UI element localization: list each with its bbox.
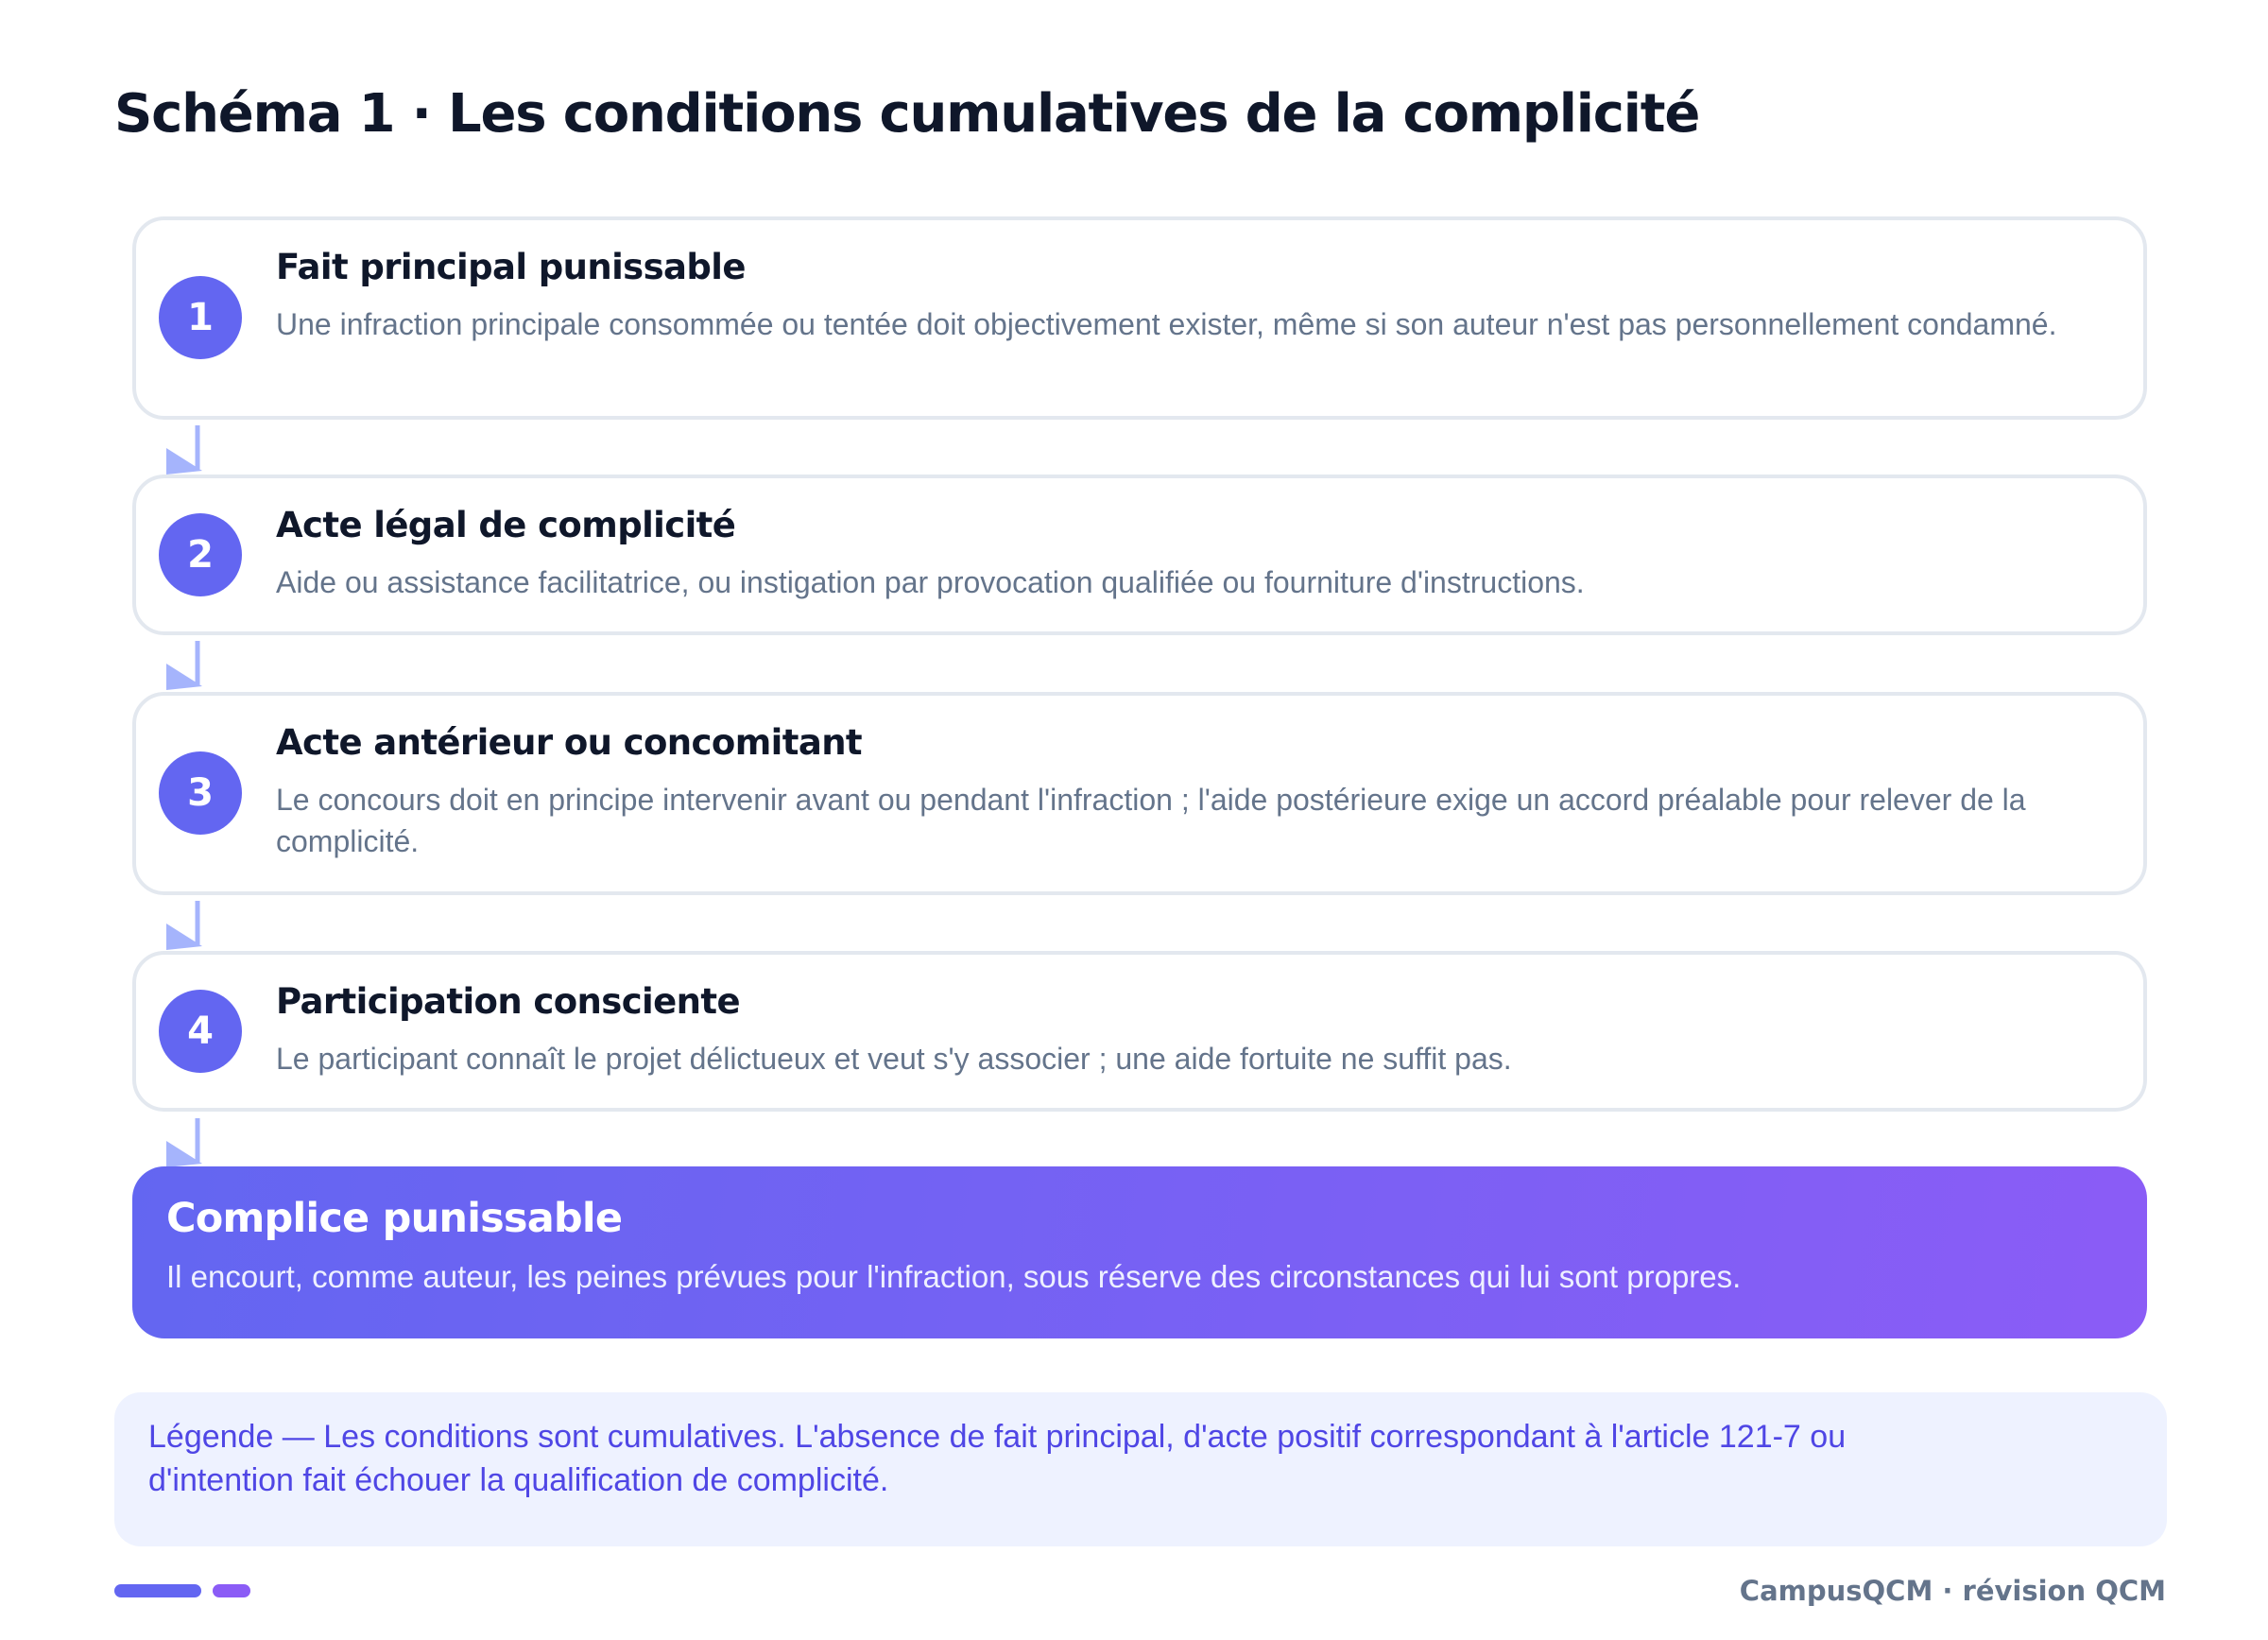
accent-bar [114, 1584, 201, 1597]
step-card-3 [132, 692, 2147, 895]
accent-bar-small [213, 1584, 250, 1597]
step-description: Aide ou assistance facilitatrice, ou instigation par provocation qualifiée ou fourniture d'instructions. [276, 565, 1585, 599]
step-description: Le participant connaît le projet délictueux et veut s'y associer ; une aide fortuite ne suffit pas. [276, 1042, 1512, 1076]
down-arrow-icon [164, 425, 206, 478]
down-arrow-icon [164, 901, 206, 954]
result-description: Il encourt, comme auteur, les peines prévues pour l'infraction, sous réserve des circonstances qui lui sont propres. [166, 1259, 1742, 1294]
step-title: Participation consciente [276, 981, 740, 1022]
step-description: Le concours doit en principe intervenir avant ou pendant l'infraction ; l'aide postérieure exige un accord préalable pour relever de la complicité. [276, 783, 2026, 858]
step-title: Fait principal punissable [276, 247, 746, 287]
legend-box [114, 1392, 2167, 1546]
step-title: Acte légal de complicité [276, 505, 736, 545]
down-arrow-icon [164, 1118, 206, 1171]
step-card-4 [132, 951, 2147, 1112]
step-number-badge: 4 [159, 990, 242, 1073]
result-card [132, 1166, 2147, 1338]
step-card-2 [132, 475, 2147, 635]
result-title: Complice punissable [166, 1195, 623, 1242]
step-number-badge: 1 [159, 276, 242, 359]
step-number-badge: 2 [159, 513, 242, 596]
legend-text: Légende — Les conditions sont cumulatives. L'absence de fait principal, d'acte positif correspondant à l'article 121-7 ou d'intention fait échouer la qualification de complicité. [148, 1419, 1847, 1498]
step-number-badge: 3 [159, 751, 242, 835]
step-card-1 [132, 216, 2147, 420]
step-description: Une infraction principale consommée ou tentée doit objectivement exister, même si son auteur n'est pas personnellement condamné. [276, 307, 2057, 341]
down-arrow-icon [164, 641, 206, 694]
brand-footer: CampusQCM · révision QCM [1739, 1575, 2166, 1607]
step-title: Acte antérieur ou concomitant [276, 722, 863, 763]
page-title: Schéma 1 · Les conditions cumulatives de la complicité [114, 83, 1700, 145]
